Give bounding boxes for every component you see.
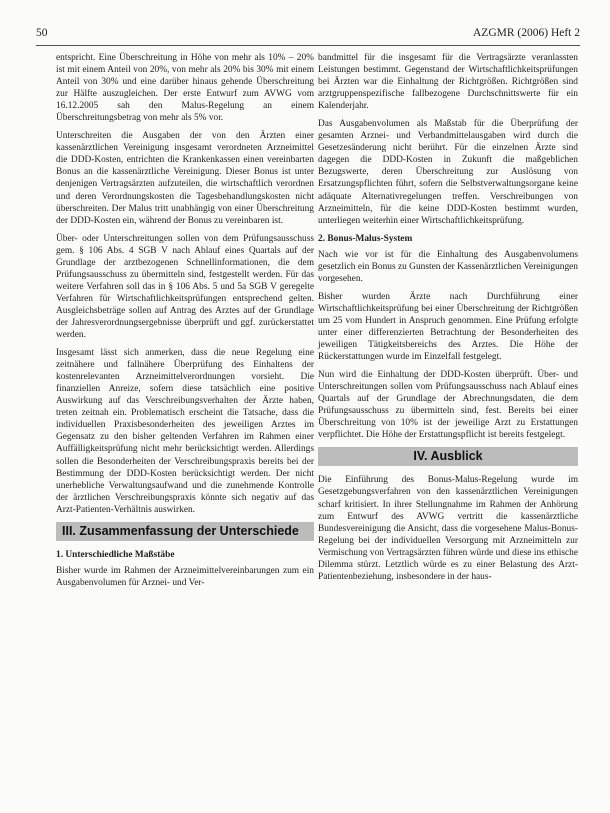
paragraph: Unterschreiten die Ausgaben der von den Ärzten einer kassenärztlichen Vereinigung insgesamt verordneten Arzneimittel die DDD-Kosten, entrichten die Krankenkassen einen vereinbarten Bonus an die kassenärztliche Vereinigung. Dieser Bonus ist unter denjenigen Vertragsärzten aufzuteilen, die wirtschaftlich verordnen und deren Verordnungskosten die Tagesbehandlungskosten nicht überschreiten. Der Malus tritt unabhängig von einer Überschreitung der DDD-Kosten ein, während der Bonus zu vereinbaren ist. [56, 131, 314, 226]
paragraph: Das Ausgabenvolumen als Maßstab für die Überprüfung der gesamten Arznei- und Verbandmittelausgaben wird durch die Gesetzesänderung nicht berührt. Für die einzelnen Ärzte sind dagegen die DDD-Kosten in Zukunft die maßgeblichen Bezugswerte, deren Überschreitung zur Auslösung von Ersatzungspflichten führt, sofern die Selbstverwaltungsorgane keine adäquate Alternativregelungen treffen. Verschreibungen von Arzneimitteln, für die keine DDD-Kosten bestimmt wurden, unterliegen weiterhin einer Wirtschaftlichkeitsprüfung. [318, 119, 578, 226]
section-heading: III. Zusammenfassung der Unterschiede [56, 522, 314, 541]
paragraph: Bisher wurden Ärzte nach Durchführung einer Wirtschaftlichkeitsprüfung bei einer Überschreitung der Richtgrößen um 25 vom Hundert in Anspruch genommen. Eine Prüfung erfolgte unter einer differenzierten Betrachtung der Besonderheiten des jeweiligen Tätigkeitsbereichs des Arztes. Die Höhe der Rückerstattungen wurde im Einzelfall festgelegt. [318, 291, 578, 363]
paragraph: Insgesamt lässt sich anmerken, dass die neue Regelung eine zeitnähere und fallnähere Überprüfung des Einhaltens der kostenrelevanten Arzneimittelverordnungen vorsieht. Die finanziellen Anreize, sofern diese tatsächlich eine positive Auswirkung auf das Verschreibungsverhalten der Ärzte haben, treten zeitnah ein. Problematisch erscheint die Tatsache, dass die individuellen Praxisbesonderheiten des jeweiligen Arztes im Gegensatz zu den bisher geltenden Verfahren im Rahmen einer Auffälligkeitsprüfung nicht mehr berücksichtigt werden. Allerdings sollen die Besonderheiten der Verschreibungspraxis bereits bei der Bestimmung der DDD-Kosten berücksichtigt werden. Der nicht unerhebliche Verwaltungsaufwand und die zunehmende Kontrolle der ärztlichen Verschreibungspraxis könnte sich negativ auf das Arzt-Patienten-Verhältnis auswirken. [56, 348, 314, 515]
paragraph: Nach wie vor ist für die Einhaltung des Ausgabenvolumens gesetzlich ein Bonus zu Gunsten der Kassenärztlichen Vereinigungen vorgesehen. [318, 249, 578, 284]
paragraph: Über- oder Unterschreitungen sollen von dem Prüfungsausschuss gem. § 106 Abs. 4 SGB V nach Ablauf eines Quartals auf der Grundlage der arztbezogenen Schnellinformationen, die dem Prüfungsausschuss zu übermitteln sind, festgestellt werden. Für das weitere Verfahren soll das in § 106 Abs. 5 und 5a SGB V geregelte Verfahren für Wirtschaftlichkeitsprüfungen entsprechend gelten. Ausgleichsbeträge sollen auf Antrag des Arztes auf der Grundlage der Jahresverordnungsergebnisse überprüft und ggf. zurückerstattet werden. [56, 233, 314, 341]
journal-title: AZGMR (2006) Heft 2 [473, 27, 580, 39]
page-number: 50 [36, 27, 48, 39]
paragraph: Bisher wurde im Rahmen der Arzneimittelvereinbarungen zum ein Ausgabenvolumen für Arznei- und Ver- [56, 565, 314, 588]
paragraph: entspricht. Eine Überschreitung in Höhe von mehr als 10% – 20% ist mit einem Anteil von 20%, von mehr als 20% bis 30% mit einem Anteil von 30% und eine darüber hinaus gehende Überschreitung zur Hälfte auszugleichen. Der erste Entwurf zum AVWG vom 16.12.2005 sah den Malus-Regelung an einem Überschreitungsbetrag von mehr als 5% vor. [56, 53, 314, 124]
page-header [36, 26, 580, 40]
section-heading: IV. Ausblick [318, 447, 578, 466]
paragraph: Nun wird die Einhaltung der DDD-Kosten überprüft. Über- und Unterschreitungen sollen vom Prüfungsausschuss nach Ablauf eines Quartals auf der Grundlage der Abrechnungsdaten, die dem Prüfungsausschuss zu übermitteln sind, fest. Bereits bei einer Überschreitung von 10% ist der jeweilige Arzt zu Erstattungen verpflichtet. Die Höhe der Erstattungspflicht ist bereits festgelegt. [318, 370, 578, 441]
paragraph: bandmittel für die insgesamt für die Vertragsärzte veranlassten Leistungen bestimmt. Gegenstand der Wirtschaftlichkeitsprüfungen bei Ärzten war die Einhaltung der Richtgrößen. Richtgrößen sind arztgruppenspezifische fallbezogene Durchschnittswerte für ein Kalenderjahr. [318, 53, 578, 112]
right-column [318, 52, 578, 583]
left-column [56, 52, 314, 589]
subsection-heading: 2. Bonus-Malus-System [318, 233, 413, 244]
subsection-heading: 1. Unterschiedliche Maßstäbe [56, 549, 175, 560]
header-rule [36, 45, 580, 46]
paragraph: Die Einführung des Bonus-Malus-Regelung wurde im Gesetzgebungsverfahren von den kassenärztlichen Vereinigungen scharf kritisiert. In ihrer Stellungnahme im Rahmen der Anhörung zum Entwurf des AVWG vertritt die kassenärztliche Bundesvereinigung die Ansicht, dass die vorgesehene Malus-Bonus-Regelung bei der individuellen Versorgung mit Arzneimitteln zur Vermischung von Vertragsärzten führen würde und diese ins ethische Dilemma stürzt. Letztlich würde es zu einer Belastung des Arzt-Patientenbeziehung, insbesondere in der haus- [318, 475, 578, 582]
